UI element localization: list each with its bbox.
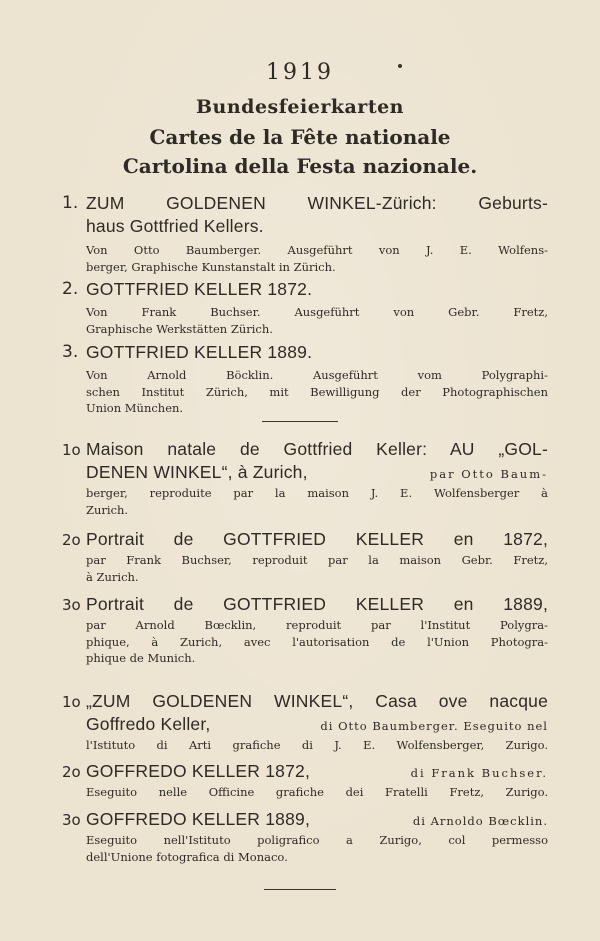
list-item-it-3 [62,808,548,870]
item-credit: Von Otto Baumberger. Ausgeführt von J. E. Wolfens- [86,243,548,257]
item-credit: par Frank Buchser, reproduit par la maison Gebr. Fretz, [86,553,548,567]
item-number: 2o [62,531,81,549]
title-german: Bundesfeierkarten [196,96,404,118]
item-credit: berger, Graphische Kunstanstalt in Zürich. [86,259,336,274]
item-title: ZUM GOLDENEN WINKEL-Zürich: Geburts- [86,193,548,213]
list-item-it-2 [62,760,548,806]
item-credit: à Zurich. [86,569,139,584]
item-title: „ZUM GOLDENEN WINKEL“, Casa ove nacque [86,691,548,711]
item-credit: Union München. [86,401,184,415]
section-divider [262,421,338,422]
item-title: Portrait de GOTTFRIED KELLER en 1872, [86,529,548,549]
item-credit: Von Frank Buchser. Ausgeführt von Gebr. Fretz, [86,305,548,319]
item-credit: l'Istituto di Arti grafiche di J. E. Wolfensberger, Zurigo. [86,738,548,752]
item-credit: phique de Munich. [86,651,196,665]
item-title: Maison natale de Gottfried Keller: AU „GOL- [86,439,548,459]
item-credit: Zurich. [86,502,129,517]
item-credit: schen Institut Zürich, mit Bewilligung der Photographischen [86,384,548,399]
item-credit: berger, reproduite par la maison J. E. Wolfensberger à [86,486,548,500]
item-credit: dell'Unione fotografica di Monaco. [86,849,288,864]
item-credit: Graphische Werkstätten Zürich. [86,321,273,336]
item-title: GOFFREDO KELLER 1872, [86,761,311,781]
item-number: 1o [62,693,81,711]
year-heading: 1919 [266,60,334,85]
item-title: GOTTFRIED KELLER 1872. [86,279,313,299]
list-item-de-3 [62,341,548,421]
ink-dot [398,64,402,68]
closing-divider [264,889,336,890]
title-french: Cartes de la Fête nationale [149,125,451,149]
list-item-fr-3 [62,593,548,671]
item-title: GOTTFRIED KELLER 1889. [86,342,313,362]
item-title: Portrait de GOTTFRIED KELLER en 1889, [86,594,548,614]
item-number: 1o [62,441,81,459]
item-credit: Eseguito nelle Officine grafiche dei Fratelli Fretz, Zurigo. [86,785,548,799]
item-title: haus Gottfried Kellers. [86,216,264,236]
item-number: 1. [62,193,79,213]
item-title: DENEN WINKEL“, à Zurich, [86,462,308,482]
item-credit: Von Arnold Böcklin. Ausgeführt vom Polygraphi- [86,368,548,382]
item-number: 3o [62,811,81,829]
item-credit: par Otto Baum- [429,467,548,481]
list-item-fr-2 [62,528,548,588]
title-italian: Cartolina della Festa nazionale. [122,154,478,178]
item-credit: par Arnold Bœcklin, reproduit par l'Institut Polygra- [86,618,548,632]
list-item-de-2 [62,278,548,338]
item-title: Goffredo Keller, [86,714,211,734]
item-number: 3o [62,596,81,614]
item-credit: di Arnoldo Bœcklin. [412,814,548,828]
item-credit: di Otto Baumberger. Eseguito nel [320,719,548,733]
item-number: 2. [62,279,79,299]
list-item-de-1 [62,192,548,274]
list-item-it-1 [62,690,548,754]
list-item-fr-1 [62,438,548,526]
item-credit: di Frank Buchser. [410,766,548,780]
item-credit: phique, à Zurich, avec l'autorisation de l'Union Photogra- [86,634,548,649]
item-title: GOFFREDO KELLER 1889, [86,809,311,829]
item-number: 3. [62,342,79,362]
item-number: 2o [62,763,81,781]
item-credit: Eseguito nell'Istituto poligrafico a Zurigo, col permesso [86,833,548,847]
